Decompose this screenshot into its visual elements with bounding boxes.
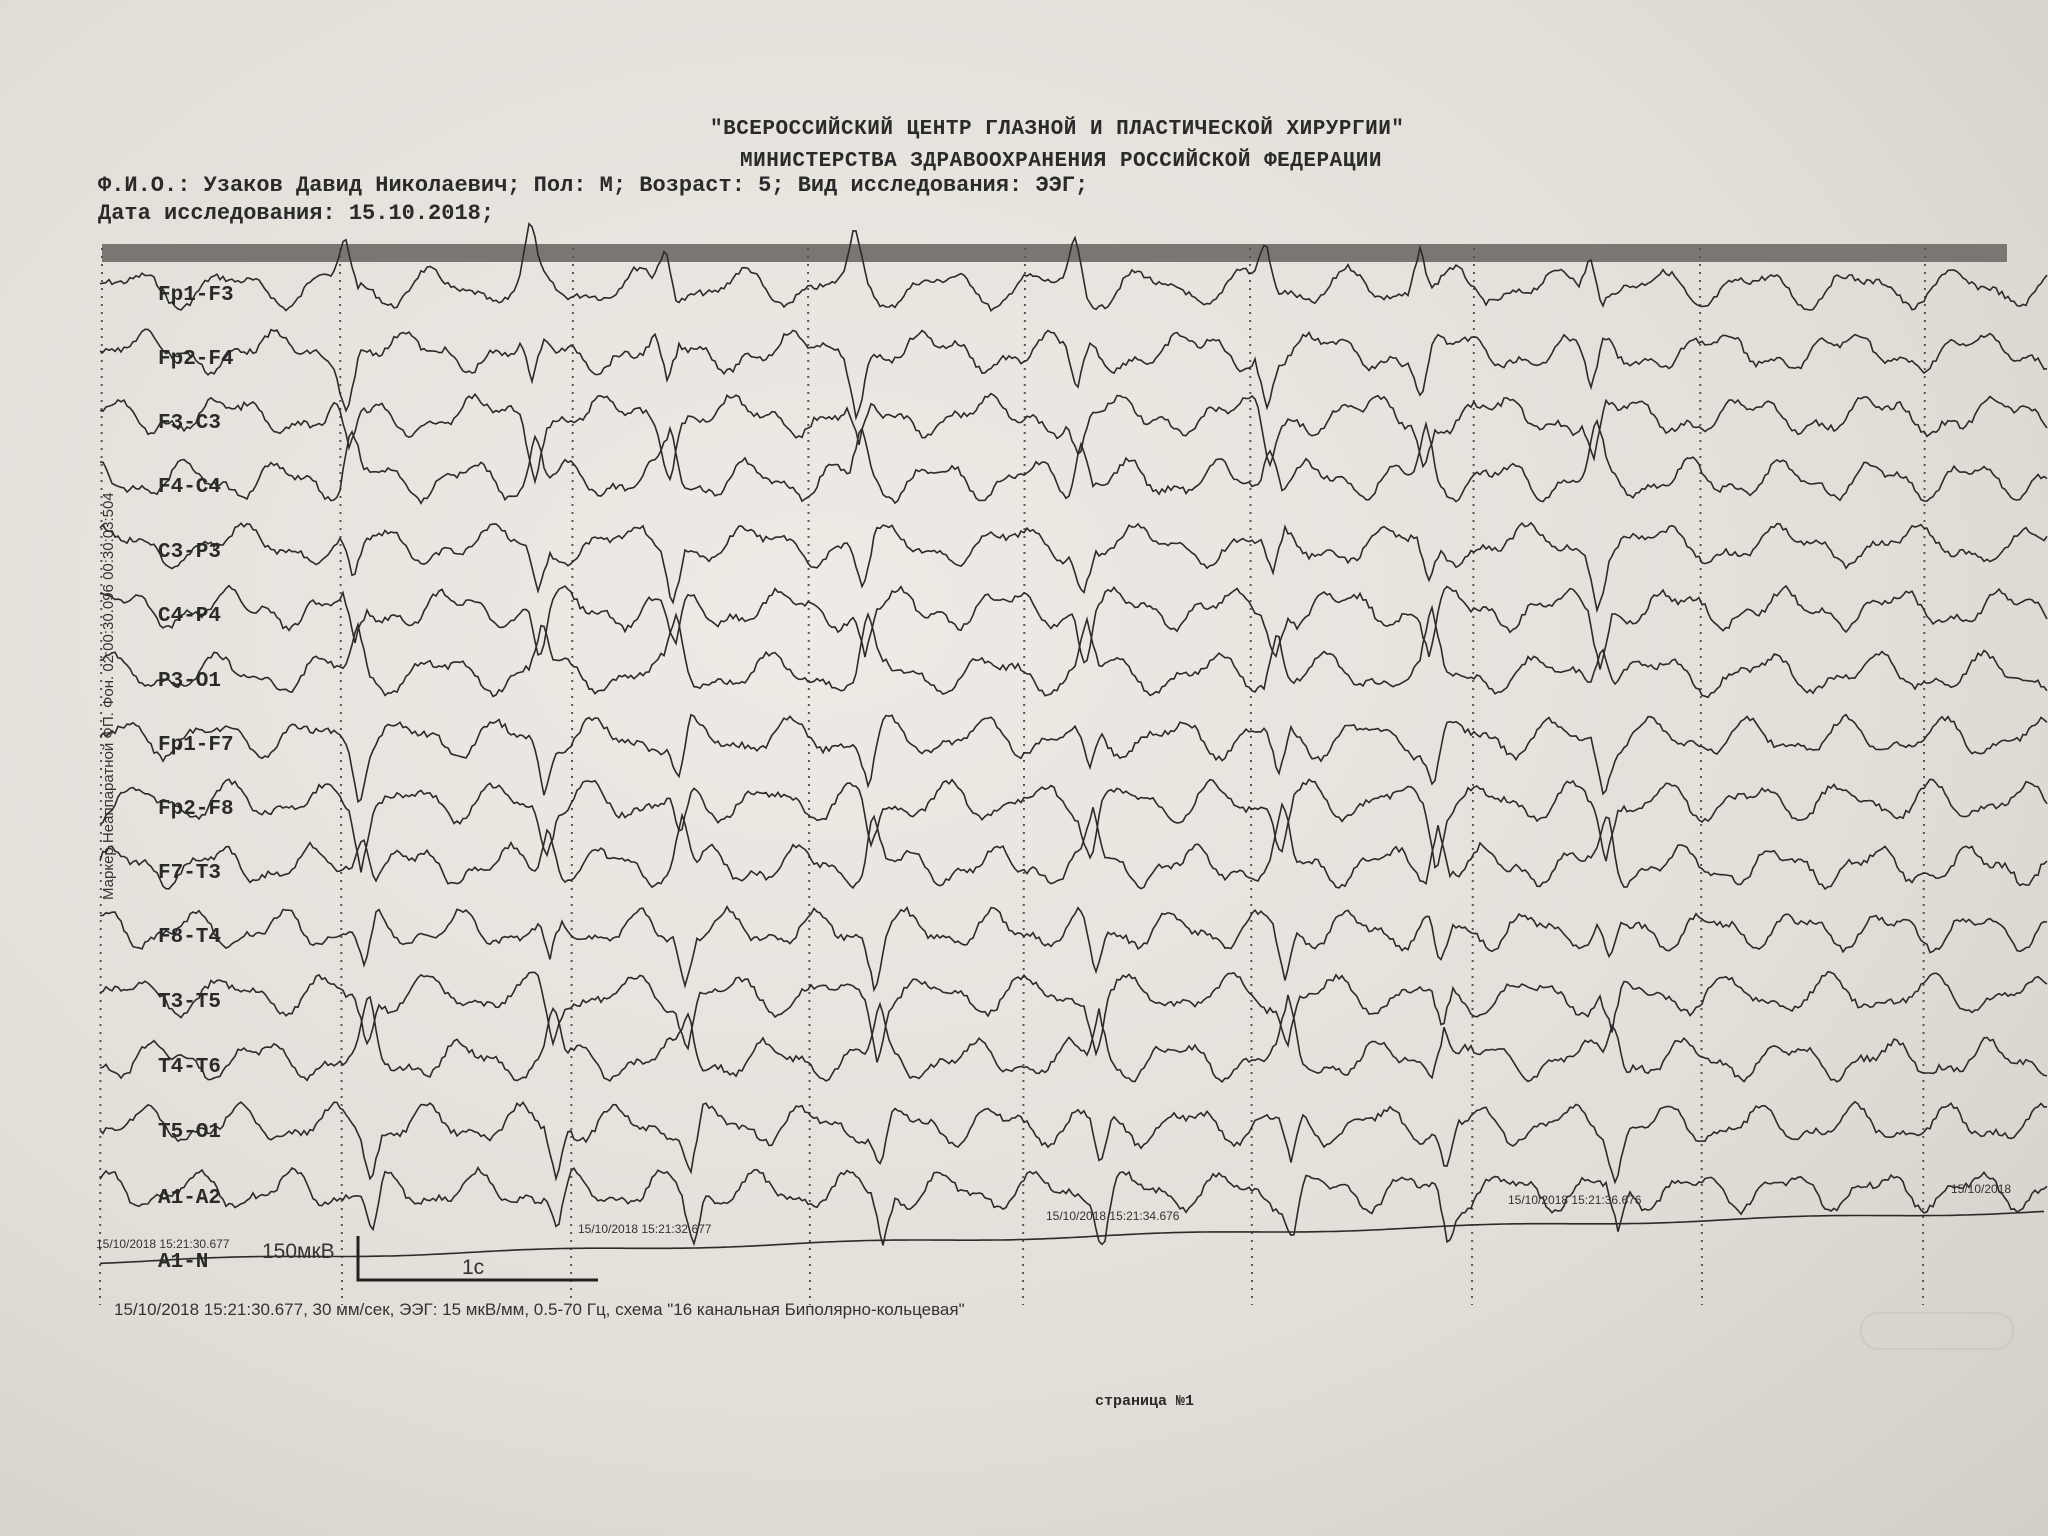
patient-info: Ф.И.О.: Узаков Давид Николаевич; Пол: М; Возраст: 5; Вид исследования: ЭЭГ; <box>98 173 1089 198</box>
eeg-trace-f3-c3 <box>100 394 2047 482</box>
eeg-trace-a1-a2 <box>100 1168 2047 1246</box>
channel-label-f3-c3: F3-C3 <box>158 412 222 435</box>
eeg-trace-t4-t6 <box>100 995 2047 1082</box>
timestamp-4: 15/10/2018 15:21:36.676 <box>1508 1193 1642 1207</box>
eeg-trace-fp1-f7 <box>100 715 2047 802</box>
channel-label-p3-o1: P3-O1 <box>158 670 222 693</box>
timestamp-1: 15/10/2018 15:21:30.677 <box>96 1237 230 1251</box>
eeg-trace-fp1-f3 <box>100 224 2047 311</box>
channel-label-f7-t3: F7-T3 <box>158 862 222 885</box>
eeg-trace-t3-t5 <box>100 972 2047 1063</box>
eeg-trace-f8-t4 <box>100 907 2047 990</box>
time-gridline <box>1250 248 1252 1305</box>
time-gridline <box>340 248 342 1305</box>
channel-label-fp2-f8: Fp2-F8 <box>158 798 234 821</box>
page-number: страница №1 <box>1095 1393 1195 1410</box>
timestamp-5: 15/10/2018 <box>1951 1182 2012 1196</box>
timestamp-2: 15/10/2018 15:21:32.677 <box>578 1222 712 1236</box>
channel-label-c3-p3: C3-P3 <box>158 541 222 564</box>
channel-label-t4-t6: T4-T6 <box>158 1056 222 1079</box>
channel-label-t3-t5: T3-T5 <box>158 991 222 1014</box>
channel-label-fp2-f4: Fp2-F4 <box>158 348 234 371</box>
channel-label-t5-o1: T5-O1 <box>158 1121 222 1144</box>
eeg-trace-c4-p4 <box>100 586 2047 670</box>
time-gridline <box>1923 248 1925 1305</box>
channel-label-f8-t4: F8-T4 <box>158 926 222 949</box>
ministry-title: МИНИСТЕРСТВА ЗДРАВООХРАНЕНИЯ РОССИЙСКОЙ ФЕДЕРАЦИИ <box>740 150 1383 173</box>
marker-vertical-label: Маркер Неаппаратной ФП. Фон. 02:00:30.096 00:30:03:504 <box>100 492 117 900</box>
channel-label-fp1-f7: Fp1-F7 <box>158 734 234 757</box>
scale-time: 1с <box>462 1256 485 1279</box>
eeg-trace-t5-o1 <box>100 1102 2047 1182</box>
recording-settings: 15/10/2018 15:21:30.677, 30 мм/сек, ЭЭГ: 15 мкВ/мм, 0.5-70 Гц, схема "16 канальная Биполярно-кольцевая" <box>114 1300 965 1319</box>
time-gridline <box>1023 248 1025 1305</box>
exam-date: Дата исследования: 15.10.2018; <box>98 201 495 226</box>
eeg-trace-fp2-f4 <box>100 329 2047 418</box>
institution-title: "ВСЕРОССИЙСКИЙ ЦЕНТР ГЛАЗНОЙ И ПЛАСТИЧЕСКОЙ ХИРУРГИИ" <box>710 118 1405 141</box>
channel-label-c4-p4: C4-P4 <box>158 605 222 628</box>
channel-label-fp1-f3: Fp1-F3 <box>158 284 234 307</box>
channel-label-a1-a2: A1-A2 <box>158 1187 222 1210</box>
channel-label-f4-c4: F4-C4 <box>158 476 222 499</box>
eeg-trace-c3-p3 <box>100 523 2047 610</box>
eeg-trace-fp2-f8 <box>100 779 2047 872</box>
eeg-trace-f4-c4 <box>100 421 2047 503</box>
timestamp-3: 15/10/2018 15:21:34.676 <box>1046 1209 1180 1223</box>
time-gridline <box>808 248 810 1305</box>
scale-amplitude: 150мкВ <box>262 1240 335 1263</box>
time-gridline <box>571 248 573 1305</box>
time-gridline <box>1472 248 1474 1305</box>
logo-watermark <box>1860 1312 2014 1350</box>
eeg-trace-p3-o1 <box>100 608 2047 698</box>
time-gridline <box>1700 248 1702 1305</box>
channel-label-a1-n: A1-N <box>158 1251 209 1274</box>
